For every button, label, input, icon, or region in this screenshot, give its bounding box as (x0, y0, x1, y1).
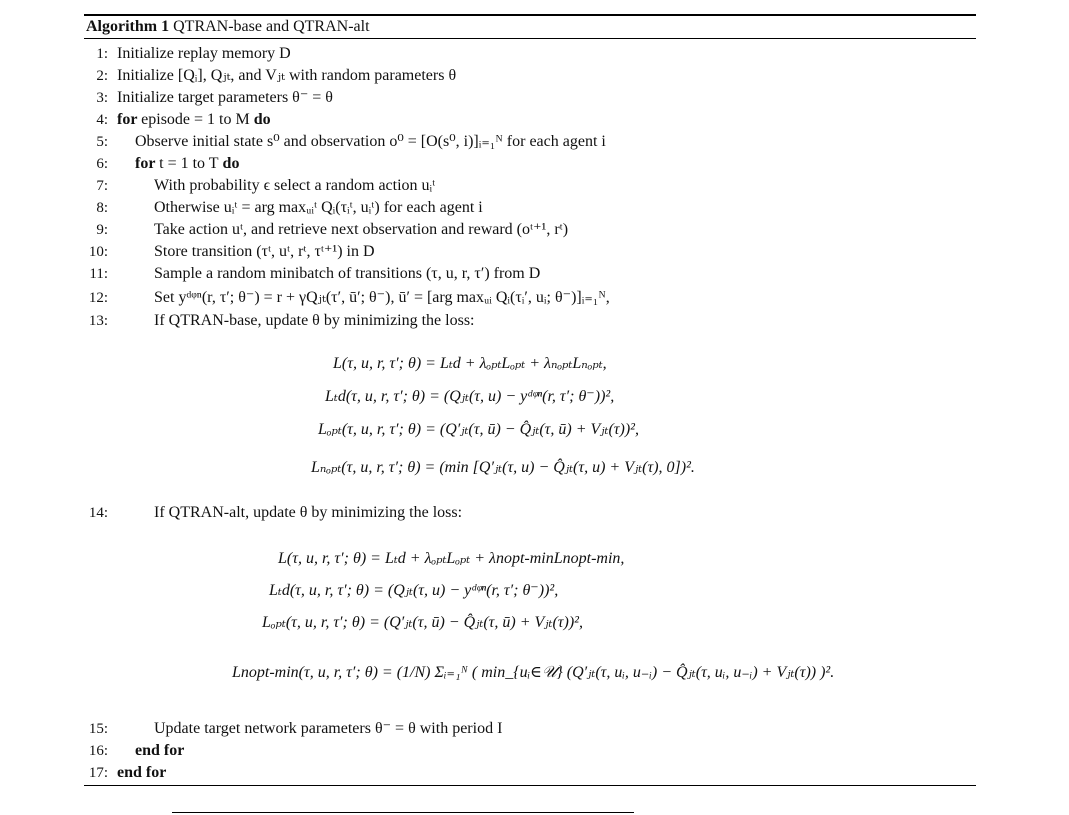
line-text: Initialize replay memory D (117, 45, 291, 62)
line-text: Initialize [Qᵢ], Qⱼₜ, and Vⱼₜ with random parameters θ (117, 67, 457, 84)
algorithm-line (117, 66, 456, 86)
keyword: do (218, 155, 240, 172)
line-text: Observe initial state s⁰ and observation o⁰ = [O(s⁰, i)]ᵢ₌₁ᴺ for each agent i (135, 133, 606, 150)
line-number: 14: (88, 505, 108, 521)
equation-line: L(τ, u, r, τ′; θ) = Lₜd + λₒₚₜLₒₚₜ + λnopt-minLnopt-min, (278, 550, 625, 567)
algorithm-line (154, 719, 502, 739)
algorithm-title (86, 17, 370, 37)
algorithm-line (154, 288, 610, 308)
line-text: If QTRAN-base, update θ by minimizing the loss: (154, 312, 475, 329)
line-text: Sample a random minibatch of transitions (τ, u, r, τ′) from D (154, 265, 541, 282)
line-number: 10: (88, 244, 108, 260)
line-number: 1: (96, 46, 108, 62)
line-number: 6: (96, 156, 108, 172)
bottom-rule (84, 785, 976, 786)
line-number: 7: (96, 178, 108, 194)
equation-line: Lnopt-min(τ, u, r, τ′; θ) = (1/N) Σᵢ₌₁ᴺ ( min_{uᵢ∈𝒰} (Q′ⱼₜ(τ, uᵢ, u₋ᵢ) − Q̂ⱼₜ(τ, uᵢ, u₋ᵢ) + Vⱼₜ(τ)) )². (232, 664, 835, 681)
algorithm-label: Algorithm 1 (86, 18, 170, 35)
line-number: 15: (88, 721, 108, 737)
algorithm-line (154, 242, 375, 262)
line-number: 11: (89, 266, 108, 282)
line-number: 9: (96, 222, 108, 238)
algorithm-line (135, 741, 184, 761)
keyword: end for (135, 742, 185, 759)
title-rule (84, 38, 976, 39)
equation-line: L(τ, u, r, τ′; θ) = Lₜd + λₒₚₜLₒₚₜ + λₙₒₚₜLₙₒₚₜ, (333, 355, 607, 372)
algorithm-line (135, 154, 239, 174)
equation-line: Lₒₚₜ(τ, u, r, τ′; θ) = (Q′ⱼₜ(τ, ū) − Q̂ⱼₜ(τ, ū) + Vⱼₜ(τ))², (318, 421, 639, 438)
line-text: Store transition (τᵗ, uᵗ, rᵗ, τᵗ⁺¹) in D (154, 243, 375, 260)
line-text: episode = 1 to M (141, 111, 250, 128)
algorithm-line (154, 176, 435, 196)
equation-line: Lₒₚₜ(τ, u, r, τ′; θ) = (Q′ⱼₜ(τ, ū) − Q̂ⱼₜ(τ, ū) + Vⱼₜ(τ))², (262, 614, 583, 631)
line-number: 12: (88, 290, 108, 306)
equation-line: Lₜd(τ, u, r, τ′; θ) = (Qⱼₜ(τ, u) − yᵈᵠⁿ(r, τ′; θ⁻))², (325, 388, 615, 405)
algorithm-line (154, 264, 540, 284)
algorithm-line (154, 503, 462, 523)
algorithm-name: QTRAN-base and QTRAN-alt (173, 18, 370, 35)
line-number: 5: (96, 134, 108, 150)
line-number: 8: (96, 200, 108, 216)
line-text: Take action uᵗ, and retrieve next observation and reward (oᵗ⁺¹, rᵗ) (154, 221, 569, 238)
line-text: With probability ϵ select a random action uᵢᵗ (154, 177, 436, 194)
algorithm-line (154, 311, 475, 331)
line-text: Update target network parameters θ⁻ = θ with period I (154, 720, 503, 737)
equation-line: Lₙₒₚₜ(τ, u, r, τ′; θ) = (min [Q′ⱼₜ(τ, u) − Q̂ⱼₜ(τ, u) + Vⱼₜ(τ), 0])². (311, 459, 695, 476)
line-number: 3: (96, 90, 108, 106)
keyword: do (249, 111, 271, 128)
line-number: 16: (88, 743, 108, 759)
line-number: 17: (88, 765, 108, 781)
line-number: 2: (96, 68, 108, 84)
line-text: If QTRAN-alt, update θ by minimizing the loss: (154, 504, 463, 521)
algorithm-line (117, 44, 291, 64)
keyword: for (135, 155, 160, 172)
equation-line: Lₜd(τ, u, r, τ′; θ) = (Qⱼₜ(τ, u) − yᵈᵠⁿ(r, τ′; θ⁻))², (269, 582, 559, 599)
line-number: 4: (96, 112, 108, 128)
line-text: t = 1 to T (159, 155, 219, 172)
algorithm-line (135, 132, 606, 152)
footnote-rule (172, 812, 634, 813)
top-rule (84, 14, 976, 16)
algorithm-line (154, 220, 568, 240)
algorithm-line (117, 110, 271, 130)
line-text: Initialize target parameters θ⁻ = θ (117, 89, 333, 106)
keyword: for (117, 111, 142, 128)
line-text: Set yᵈᵠⁿ(r, τ′; θ⁻) = r + γQⱼₜ(τ′, ū′; θ⁻), ū′ = [arg maxᵤᵢ Qᵢ(τᵢ′, uᵢ; θ⁻)]ᵢ₌₁ᴺ, (154, 289, 610, 306)
line-number: 13: (88, 313, 108, 329)
algorithm-line (117, 763, 166, 783)
keyword: end for (117, 764, 167, 781)
line-text: Otherwise uᵢᵗ = arg maxᵤᵢᵗ Qᵢ(τᵢᵗ, uᵢᵗ) for each agent i (154, 199, 483, 216)
algorithm-line (154, 198, 483, 218)
algorithm-line (117, 88, 333, 108)
